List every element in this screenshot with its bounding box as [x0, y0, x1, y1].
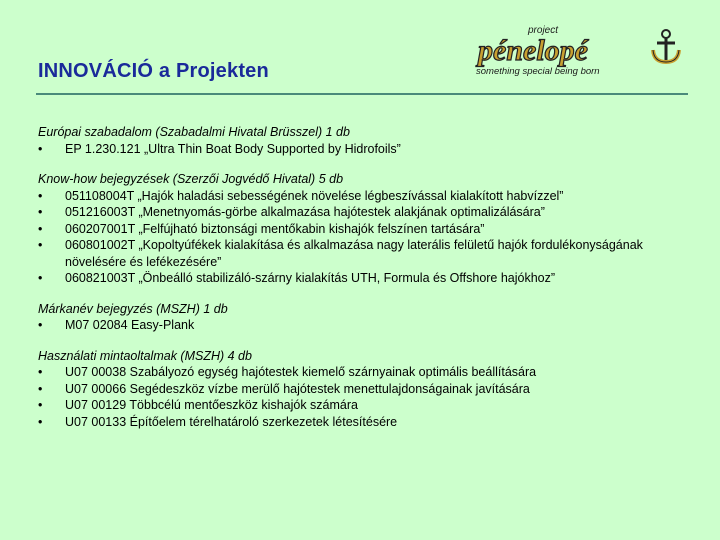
list-item: [38, 237, 698, 270]
list-item: [38, 221, 698, 238]
slide-title: INNOVÁCIÓ a Projekten: [38, 60, 269, 82]
item-list: [38, 317, 698, 334]
list-item-text: 051216003T „Menetnyomás-görbe alkalmazása hajótestek alakjának optimalizálására”: [65, 205, 545, 219]
item-list: [38, 188, 698, 287]
logo-tagline-text: something special being born: [476, 66, 600, 77]
bullet: •: [38, 398, 43, 412]
section-heading: Európai szabadalom (Szabadalmi Hivatal Brüsszel) 1 db: [38, 125, 350, 139]
bullet: •: [38, 141, 43, 156]
item-list: [38, 141, 698, 158]
penelope-logo: [470, 22, 698, 78]
list-item: [38, 270, 698, 287]
bullet: •: [38, 271, 43, 285]
list-item: [38, 381, 698, 398]
list-item: [38, 204, 698, 221]
list-item-text: 060821003T „Önbeálló stabilizáló-szárny kialakítás UTH, Formula és Offshore hajókhoz”: [65, 271, 556, 285]
anchor-icon: [653, 30, 679, 62]
list-item-text: 060801002T „Kopoltyúfékek kialakítása és alkalmazása nagy laterális felületű hajók fordulékonyságának növelésére és lefékezésére”: [65, 238, 643, 269]
list-item: [38, 414, 698, 431]
list-item-text: M07 02084 Easy-Plank: [65, 318, 195, 332]
list-item-text: U07 00129 Többcélú mentőeszköz kishajók számára: [65, 398, 358, 412]
bullet: •: [38, 238, 43, 252]
slide-content: [38, 124, 698, 444]
section-heading: Márkanév bejegyzés (MSZH) 1 db: [38, 301, 228, 316]
list-item: [38, 397, 698, 414]
logo-top-text: project: [528, 25, 559, 36]
list-item: [38, 317, 698, 334]
bullet: •: [38, 188, 43, 203]
section-know-how: [38, 171, 698, 287]
bullet: •: [38, 221, 43, 236]
bullet: •: [38, 365, 43, 379]
bullet: •: [38, 318, 43, 332]
list-item-text: 060207001T „Felfújható biztonsági mentőkabin kishajók felszínen tartására”: [65, 221, 485, 236]
list-item: [38, 188, 698, 205]
list-item-text: U07 00038 Szabályozó egység hajótestek kiemelő szárnyainak optimális beállítására: [65, 365, 537, 379]
item-list: [38, 364, 698, 430]
list-item-text: EP 1.230.121 „Ultra Thin Boat Body Supported by Hidrofoils”: [65, 141, 401, 156]
title-divider: [36, 93, 688, 95]
list-item: [38, 364, 698, 381]
list-item: [38, 141, 698, 158]
logo-main-text: pénelopé: [478, 34, 588, 67]
section-trademark: [38, 301, 698, 334]
section-utility-models: [38, 348, 698, 431]
bullet: •: [38, 381, 43, 396]
section-heading: Know-how bejegyzések (Szerzői Jogvédő Hivatal) 5 db: [38, 172, 344, 186]
list-item-text: U07 00066 Segédeszköz vízbe merülő hajótestek menettulajdonságainak javítására: [65, 381, 530, 396]
bullet: •: [38, 205, 43, 219]
bullet: •: [38, 414, 43, 429]
list-item-text: 051108004T „Hajók haladási sebességének növelése légbeszívással kialakított habvízzel”: [65, 188, 564, 203]
section-patent: [38, 124, 698, 157]
section-heading: Használati mintaoltalmak (MSZH) 4 db: [38, 348, 252, 363]
list-item-text: U07 00133 Építőelem térelhatároló szerkezetek létesítésére: [65, 414, 398, 429]
